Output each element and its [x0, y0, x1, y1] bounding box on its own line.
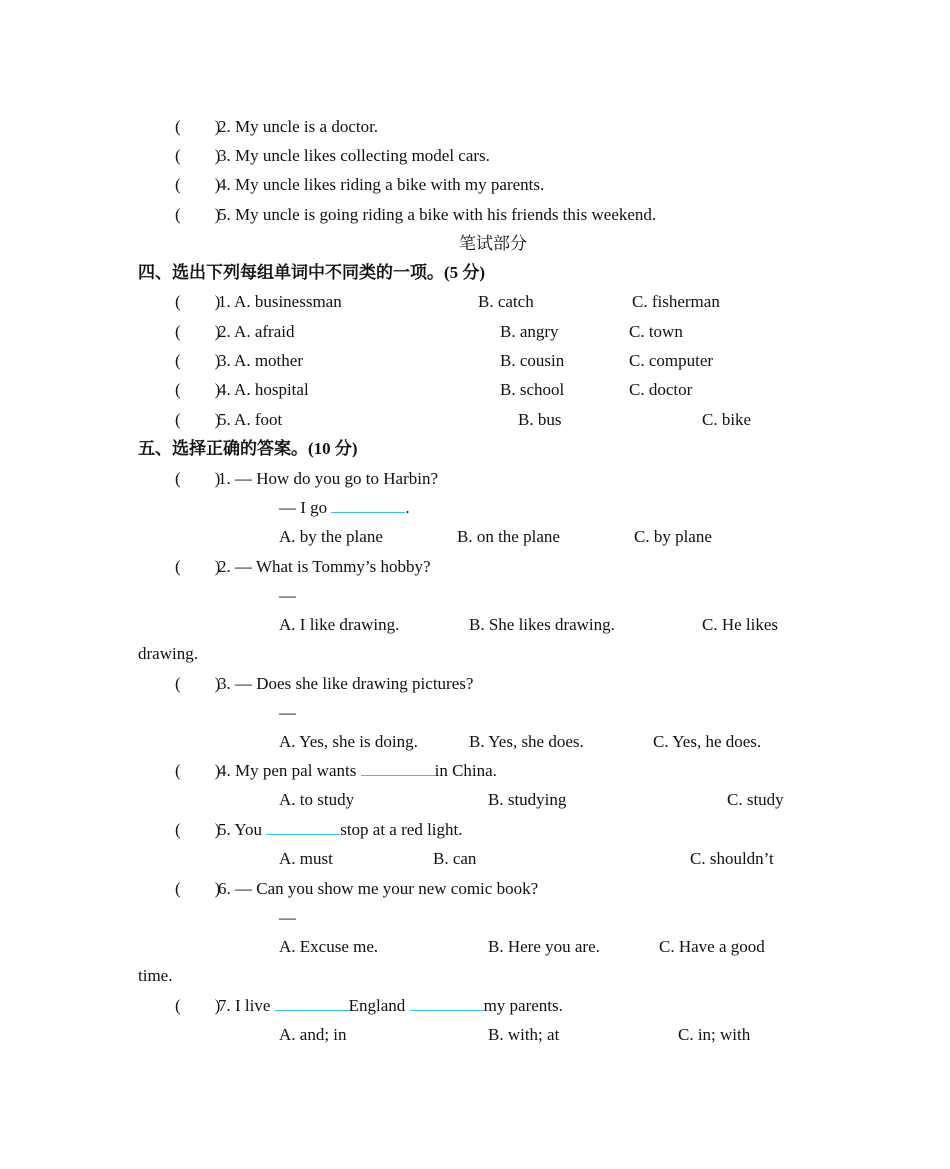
- option-c: C. Yes, he does.: [653, 732, 762, 751]
- answer-paren[interactable]: ( ): [175, 380, 221, 399]
- answer-paren[interactable]: ( ): [175, 175, 221, 194]
- question: 3. — Does she like drawing pictures?: [218, 674, 474, 693]
- option-c: C. computer: [629, 351, 714, 370]
- option-c-wrap: time.: [138, 966, 173, 985]
- option-a: A. Yes, she is doing.: [279, 732, 418, 751]
- question: 1. A. businessman: [218, 292, 342, 311]
- option-c: C. fisherman: [632, 292, 720, 311]
- option-c: C. in; with: [678, 1025, 751, 1044]
- section-4-title: 四、选出下列每组单词中不同类的一项。(5 分): [138, 263, 486, 282]
- option-c: C. by plane: [634, 527, 712, 546]
- option-c: C. doctor: [629, 380, 693, 399]
- option-c: C. He likes: [702, 615, 779, 634]
- option-a: A. I like drawing.: [279, 615, 400, 634]
- question: 5. A. foot: [218, 410, 283, 429]
- answer-paren[interactable]: ( ): [175, 820, 221, 839]
- answer-paren[interactable]: ( ): [175, 410, 221, 429]
- option-c: C. study: [727, 790, 784, 809]
- option-b: B. studying: [488, 790, 567, 809]
- answer-blank[interactable]: [275, 996, 349, 1011]
- answer-paren[interactable]: ( ): [175, 469, 221, 488]
- answer-blank[interactable]: [266, 820, 340, 835]
- option-a: A. to study: [279, 790, 355, 809]
- option-a: A. and; in: [279, 1025, 347, 1044]
- option-b: B. catch: [478, 292, 534, 311]
- question: 2. — What is Tommy’s hobby?: [218, 557, 431, 576]
- answer-paren[interactable]: ( ): [175, 761, 221, 780]
- statement: 2. My uncle is a doctor.: [218, 117, 379, 136]
- dialogue-reply: —: [279, 586, 296, 605]
- answer-paren[interactable]: ( ): [175, 205, 221, 224]
- option-b: B. with; at: [488, 1025, 560, 1044]
- question: 1. — How do you go to Harbin?: [218, 469, 439, 488]
- question: 2. A. afraid: [218, 322, 295, 341]
- question: 4. A. hospital: [218, 380, 309, 399]
- option-a: A. must: [279, 849, 333, 868]
- answer-paren[interactable]: ( ): [175, 351, 221, 370]
- option-a: A. Excuse me.: [279, 937, 379, 956]
- option-a: A. by the plane: [279, 527, 383, 546]
- dialogue-reply: —: [279, 908, 296, 927]
- answer-paren[interactable]: ( ): [175, 292, 221, 311]
- statement: 3. My uncle likes collecting model cars.: [218, 146, 490, 165]
- section-5-title: 五、选择正确的答案。(10 分): [138, 439, 358, 458]
- answer-paren[interactable]: ( ): [175, 117, 221, 136]
- answer-paren[interactable]: ( ): [175, 996, 221, 1015]
- option-c: C. town: [629, 322, 683, 341]
- option-b: B. Yes, she does.: [469, 732, 584, 751]
- option-c: C. bike: [702, 410, 752, 429]
- option-c-wrap: drawing.: [138, 644, 198, 663]
- option-b: B. on the plane: [457, 527, 560, 546]
- answer-paren[interactable]: ( ): [175, 674, 221, 693]
- dialogue-reply: —: [279, 703, 296, 722]
- question: 3. A. mother: [218, 351, 303, 370]
- option-b: B. angry: [500, 322, 559, 341]
- question: 6. — Can you show me your new comic book?: [218, 879, 539, 898]
- answer-paren[interactable]: ( ): [175, 879, 221, 898]
- answer-blank[interactable]: [410, 996, 484, 1011]
- option-b: B. She likes drawing.: [469, 615, 615, 634]
- question: 4. My pen pal wants in China.: [218, 761, 497, 780]
- written-part-title: 笔试部分: [459, 234, 527, 253]
- option-b: B. can: [433, 849, 477, 868]
- answer-blank[interactable]: [331, 498, 405, 513]
- option-b: B. Here you are.: [488, 937, 600, 956]
- option-b: B. cousin: [500, 351, 565, 370]
- option-b: B. bus: [518, 410, 562, 429]
- answer-paren[interactable]: ( ): [175, 146, 221, 165]
- option-c: C. shouldn’t: [690, 849, 774, 868]
- question: 7. I live England my parents.: [218, 996, 563, 1015]
- answer-paren[interactable]: ( ): [175, 322, 221, 341]
- statement: 4. My uncle likes riding a bike with my parents.: [218, 175, 545, 194]
- dialogue-reply: — I go .: [279, 498, 410, 517]
- answer-blank[interactable]: [361, 761, 435, 776]
- answer-paren[interactable]: ( ): [175, 557, 221, 576]
- option-c: C. Have a good: [659, 937, 765, 956]
- question: 5. You stop at a red light.: [218, 820, 463, 839]
- option-b: B. school: [500, 380, 565, 399]
- statement: 5. My uncle is going riding a bike with his friends this weekend.: [218, 205, 657, 224]
